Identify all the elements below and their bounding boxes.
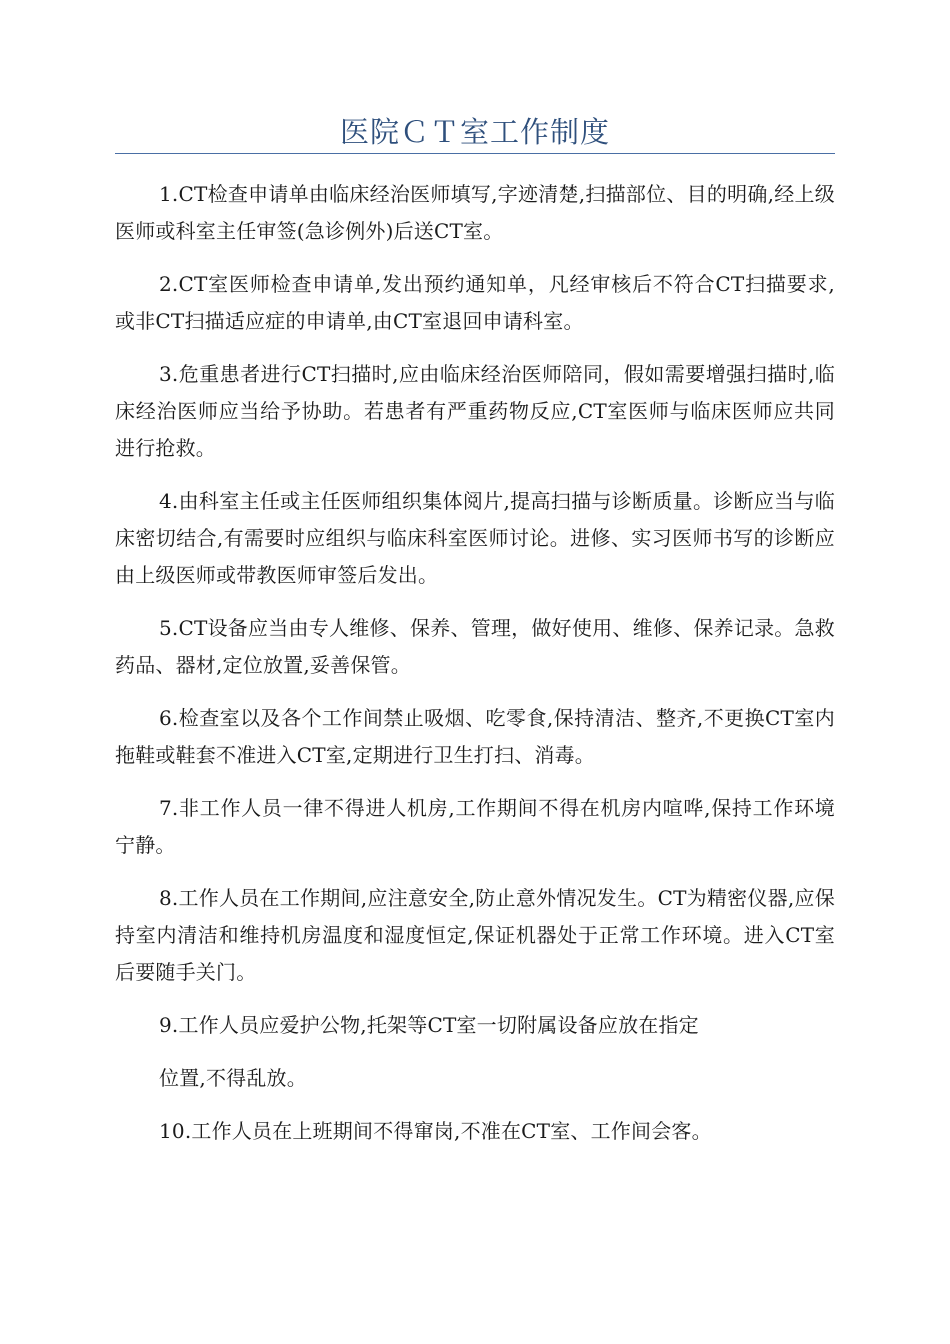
paragraph-9: 9.工作人员应爱护公物,托架等CT室一切附属设备应放在指定 [159, 1013, 699, 1037]
paragraph-6: 6.检查室以及各个工作间禁止吸烟、吃零食,保持清洁、整齐,不更换CT室内拖鞋或鞋套不准进入CT室,定期进行卫生打扫、消毒。 [115, 706, 835, 767]
document-title: 医院ＣＴ室工作制度 [339, 115, 610, 149]
paragraph-2: 2.CT室医师检查申请单,发出预约通知单，凡经审核后不符合CT扫描要求,或非CT扫描适应症的申请单,由CT室退回申请科室。 [115, 272, 835, 333]
paragraph-10: 10.工作人员在上班期间不得窜岗,不准在CT室、工作间会客。 [159, 1119, 712, 1143]
paragraph-5: 5.CT设备应当由专人维修、保养、管理，做好使用、维修、保养记录。急救药品、器材,定位放置,妥善保管。 [115, 616, 835, 677]
paragraph-4: 4.由科室主任或主任医师组织集体阅片,提高扫描与诊断质量。诊断应当与临床密切结合,有需要时应组织与临床科室医师讨论。进修、实习医师书写的诊断应由上级医师或带教医师审签后发出。 [115, 489, 835, 587]
paragraph-3: 3.危重患者进行CT扫描时,应由临床经治医师陪同，假如需要增强扫描时,临床经治医师应当给予协助。若患者有严重药物反应,CT室医师与临床医师应共同进行抢救。 [115, 362, 835, 460]
paragraph-9-continued: 位置,不得乱放。 [159, 1066, 307, 1090]
document-body [115, 176, 835, 1166]
paragraph-7: 7.非工作人员一律不得进人机房,工作期间不得在机房内喧哗,保持工作环境宁静。 [115, 796, 835, 857]
title-underline [115, 153, 835, 154]
paragraph-8: 8.工作人员在工作期间,应注意安全,防止意外情况发生。CT为精密仪器,应保持室内清洁和维持机房温度和湿度恒定,保证机器处于正常工作环境。进入CT室后要随手关门。 [115, 886, 835, 984]
paragraph-1: 1.CT检查申请单由临床经治医师填写,字迹清楚,扫描部位、目的明确,经上级医师或科室主任审签(急诊例外)后送CT室。 [115, 182, 835, 243]
